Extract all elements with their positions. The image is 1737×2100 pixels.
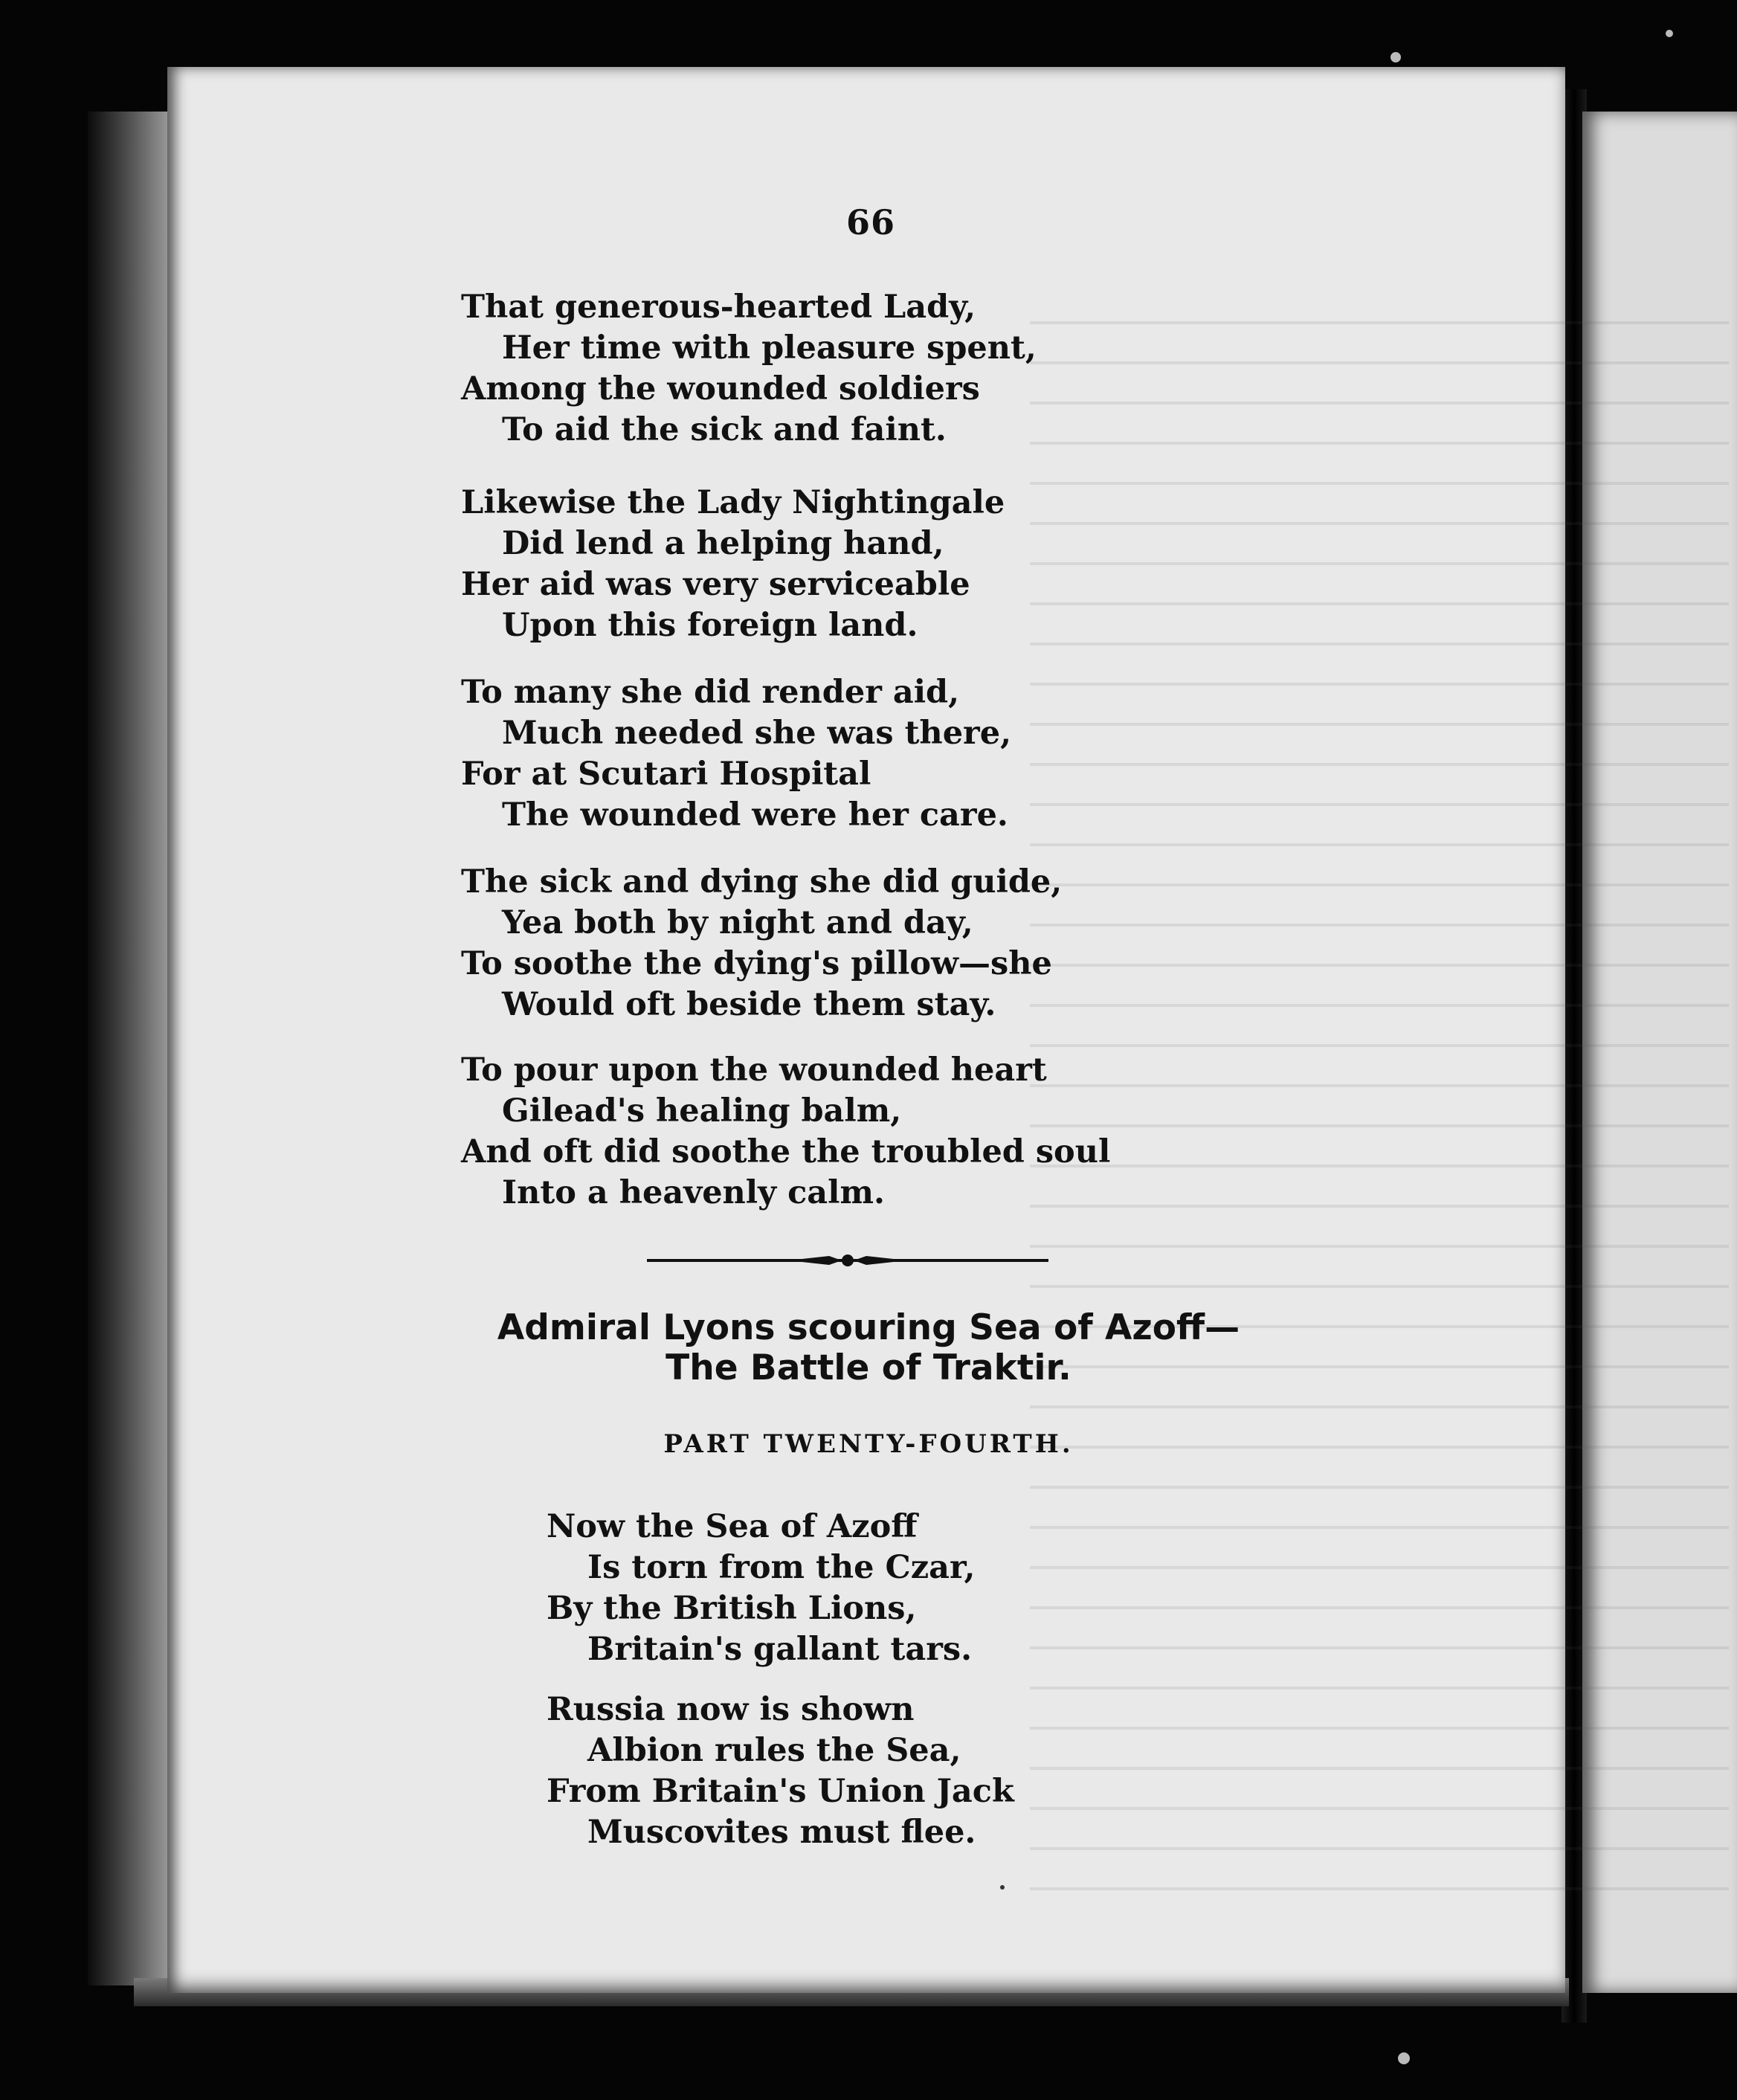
- verse-line: Gilead's healing balm,: [502, 1092, 902, 1130]
- verse-line: To aid the sick and faint.: [502, 411, 947, 448]
- verse-line: Albion rules the Sea,: [587, 1732, 961, 1769]
- scan-speck: [1000, 1885, 1005, 1890]
- ornamental-divider: [647, 1254, 1048, 1267]
- verse-line: By the British Lions,: [547, 1590, 917, 1627]
- verse-line: And oft did soothe the troubled soul: [461, 1133, 1111, 1170]
- verse-line: Much needed she was there,: [502, 715, 1012, 752]
- verse-line: Did lend a helping hand,: [502, 525, 944, 562]
- verse-line: The sick and dying she did guide,: [461, 863, 1063, 901]
- verse-line: The wounded were her care.: [502, 796, 1008, 834]
- verse-line: Britain's gallant tars.: [587, 1631, 973, 1668]
- verse-line: Yea both by night and day,: [502, 904, 973, 941]
- verse-line: Muscovites must flee.: [587, 1814, 976, 1851]
- verse-line: To pour upon the wounded heart: [461, 1051, 1047, 1089]
- verse-line: Is torn from the Czar,: [587, 1549, 976, 1586]
- verse-line: Her aid was very serviceable: [461, 566, 970, 603]
- verse-line: Into a heavenly calm.: [502, 1174, 885, 1211]
- verse-line: Russia now is shown: [547, 1691, 915, 1728]
- verse-line: To many she did render aid,: [461, 674, 960, 711]
- scan-speck: [1666, 30, 1673, 37]
- verse-line: Would oft beside them stay.: [502, 986, 996, 1023]
- verse-line: That generous-hearted Lady,: [461, 289, 976, 326]
- section-title: Admiral Lyons scouring Sea of Azoff—: [497, 1307, 1240, 1348]
- verse-line: Likewise the Lady Nightingale: [461, 484, 1005, 521]
- verse-line: Now the Sea of Azoff: [547, 1508, 918, 1545]
- scan-speck: [1390, 52, 1401, 62]
- verse-line: To soothe the dying's pillow—she: [461, 945, 1052, 982]
- scan-speck: [1398, 2052, 1410, 2064]
- page-number: 66: [846, 202, 896, 242]
- part-heading: PART TWENTY-FOURTH.: [663, 1429, 1074, 1459]
- verse-line: Among the wounded soldiers: [461, 370, 980, 408]
- verse-line: For at Scutari Hospital: [461, 756, 871, 793]
- verse-line: From Britain's Union Jack: [547, 1773, 1014, 1810]
- section-subtitle: The Battle of Traktir.: [666, 1347, 1071, 1388]
- verse-line: Her time with pleasure spent,: [502, 329, 1037, 367]
- verse-line: Upon this foreign land.: [502, 607, 918, 644]
